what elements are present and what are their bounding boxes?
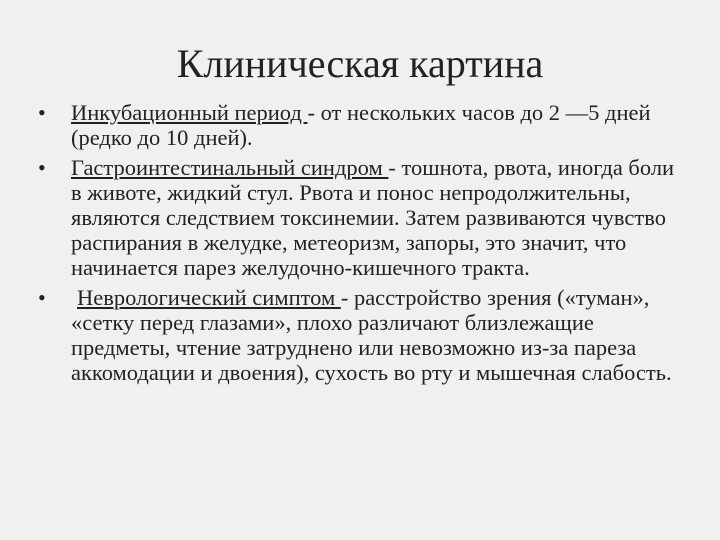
bullet-text: - тошнота, рвота, иногда боли в животе, жидкий стул. Рвота и понос непродолжительны, являются следствием токсинемии. Затем развиваются чувство распирания в желудке, метеоризм, запоры, это значит, что начинается парез желудочно-кишечного тракта. [71,155,675,280]
bullet-text: - расстройство зрения («туман», «сетку перед глазами», плохо различают близлежащие предметы, чтение затруднено или невозможно из-за пареза аккомодации и двоения), сухость во рту и мышечная слабость. [71,285,672,385]
bullet-term: Неврологический симптом [77,285,341,310]
bullet-icon: • [38,155,46,180]
bullet-list [38,100,688,390]
bullet-incubation-period [38,100,688,150]
bullet-term: Гастроинтестинальный синдром [71,155,389,180]
bullet-term: Инкубационный период [71,100,308,125]
bullet-neuro-symptom [38,285,688,385]
bullet-icon: • [38,285,46,310]
bullet-icon: • [38,100,46,125]
slide-title: Клиническая картина [176,41,544,86]
bullet-gastro-syndrome [38,155,688,280]
bullet-text: - от нескольких часов до 2 —5 дней (редко до 10 дней). [71,100,651,150]
